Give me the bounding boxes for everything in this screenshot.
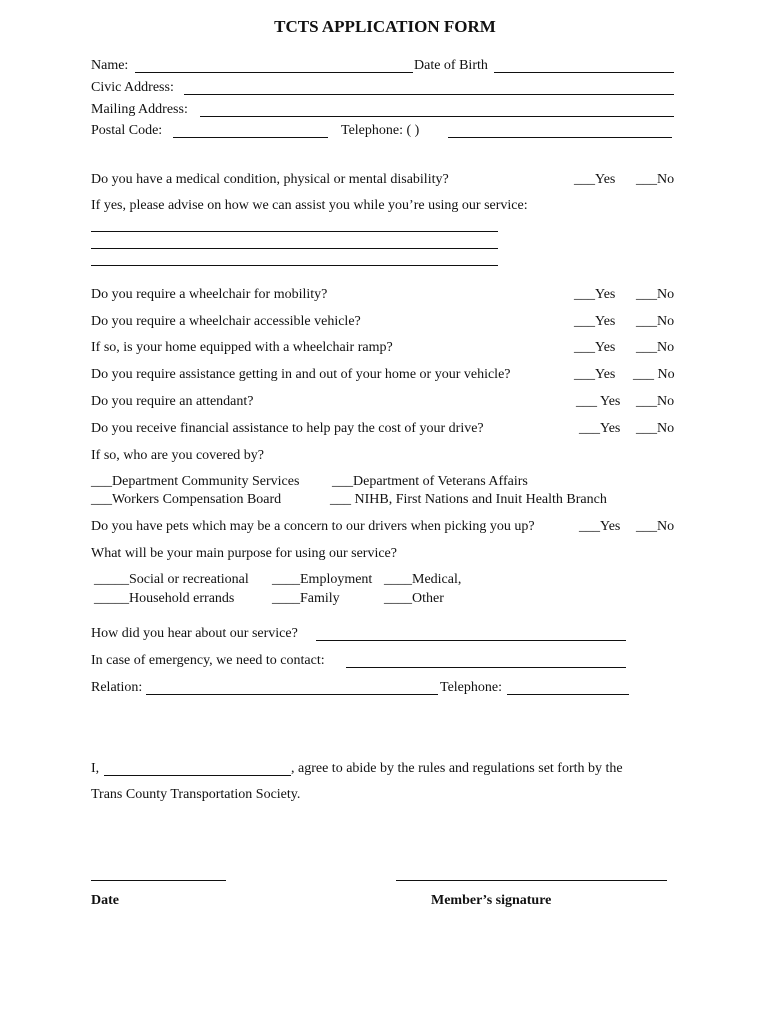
attendant-no[interactable]: ___No xyxy=(636,394,675,409)
wheelchair-mobility-yes[interactable]: ___Yes xyxy=(574,287,616,302)
agreement-name-field[interactable] xyxy=(104,775,291,776)
dob-label: Date of Birth xyxy=(414,58,488,73)
telephone-field[interactable] xyxy=(448,137,672,138)
pets-yes[interactable]: ___Yes xyxy=(579,519,621,534)
question-wheelchair-mobility: Do you require a wheelchair for mobility? xyxy=(91,287,328,302)
member-signature-line[interactable] xyxy=(396,880,667,881)
agreement-org: Trans County Transportation Society. xyxy=(91,787,301,802)
question-covered-by: If so, who are you covered by? xyxy=(91,448,264,463)
postal-code-field[interactable] xyxy=(173,137,328,138)
question-assist: If yes, please advise on how we can assist you while you’re using our service: xyxy=(91,198,528,213)
assist-line-1[interactable] xyxy=(91,231,498,232)
date-label: Date xyxy=(91,893,119,908)
relation-field[interactable] xyxy=(146,694,438,695)
name-label: Name: xyxy=(91,58,129,73)
purpose-employment[interactable]: ____Employment xyxy=(272,572,373,587)
financial-no[interactable]: ___No xyxy=(636,421,675,436)
date-signature-line[interactable] xyxy=(91,880,226,881)
form-title: TCTS APPLICATION FORM xyxy=(274,17,496,36)
question-medical: Do you have a medical condition, physical or mental disability? xyxy=(91,172,449,187)
member-signature-label: Member’s signature xyxy=(431,893,552,908)
dob-field[interactable] xyxy=(494,72,674,73)
question-in-out: Do you require assistance getting in and out of your home or your vehicle? xyxy=(91,367,511,382)
financial-yes[interactable]: ___Yes xyxy=(579,421,621,436)
purpose-medical[interactable]: ____Medical, xyxy=(384,572,462,587)
ramp-no[interactable]: ___No xyxy=(636,340,675,355)
attendant-yes[interactable]: ___ Yes xyxy=(576,394,621,409)
question-financial: Do you receive financial assistance to help pay the cost of your drive? xyxy=(91,421,484,436)
question-attendant: Do you require an attendant? xyxy=(91,394,254,409)
relation-telephone-label: Telephone: xyxy=(440,680,502,695)
medical-yes[interactable]: ___Yes xyxy=(574,172,616,187)
question-ramp: If so, is your home equipped with a wheelchair ramp? xyxy=(91,340,393,355)
purpose-other[interactable]: ____Other xyxy=(384,591,444,606)
assist-line-2[interactable] xyxy=(91,248,498,249)
purpose-household[interactable]: _____Household errands xyxy=(94,591,235,606)
ramp-yes[interactable]: ___Yes xyxy=(574,340,616,355)
question-hear: How did you hear about our service? xyxy=(91,626,298,641)
question-wheelchair-vehicle: Do you require a wheelchair accessible vehicle? xyxy=(91,314,361,329)
civic-address-label: Civic Address: xyxy=(91,80,174,95)
in-out-yes[interactable]: ___Yes xyxy=(574,367,616,382)
question-emergency: In case of emergency, we need to contact: xyxy=(91,653,325,668)
agreement-suffix: , agree to abide by the rules and regulations set forth by the xyxy=(291,761,623,776)
emergency-field[interactable] xyxy=(346,667,626,668)
wheelchair-mobility-no[interactable]: ___No xyxy=(636,287,675,302)
postal-code-label: Postal Code: xyxy=(91,123,163,138)
coverage-dva[interactable]: ___Department of Veterans Affairs xyxy=(332,474,528,489)
mailing-address-field[interactable] xyxy=(200,116,674,117)
in-out-no[interactable]: ___ No xyxy=(633,367,675,382)
coverage-dcs[interactable]: ___Department Community Services xyxy=(91,474,300,489)
wheelchair-vehicle-yes[interactable]: ___Yes xyxy=(574,314,616,329)
telephone-label: Telephone: ( ) xyxy=(341,123,420,138)
hear-field[interactable] xyxy=(316,640,626,641)
question-pets: Do you have pets which may be a concern to our drivers when picking you up? xyxy=(91,519,535,534)
pets-no[interactable]: ___No xyxy=(636,519,675,534)
civic-address-field[interactable] xyxy=(184,94,674,95)
coverage-wcb[interactable]: ___Workers Compensation Board xyxy=(91,492,282,507)
coverage-nihb[interactable]: ___ NIHB, First Nations and Inuit Health Branch xyxy=(330,492,607,507)
medical-no[interactable]: ___No xyxy=(636,172,675,187)
name-field[interactable] xyxy=(135,72,413,73)
wheelchair-vehicle-no[interactable]: ___No xyxy=(636,314,675,329)
agreement-prefix: I, xyxy=(91,761,100,776)
relation-label: Relation: xyxy=(91,680,143,695)
mailing-address-label: Mailing Address: xyxy=(91,102,188,117)
relation-telephone-field[interactable] xyxy=(507,694,629,695)
purpose-family[interactable]: ____Family xyxy=(272,591,340,606)
assist-line-3[interactable] xyxy=(91,265,498,266)
question-purpose: What will be your main purpose for using our service? xyxy=(91,546,397,561)
purpose-social[interactable]: _____Social or recreational xyxy=(94,572,249,587)
